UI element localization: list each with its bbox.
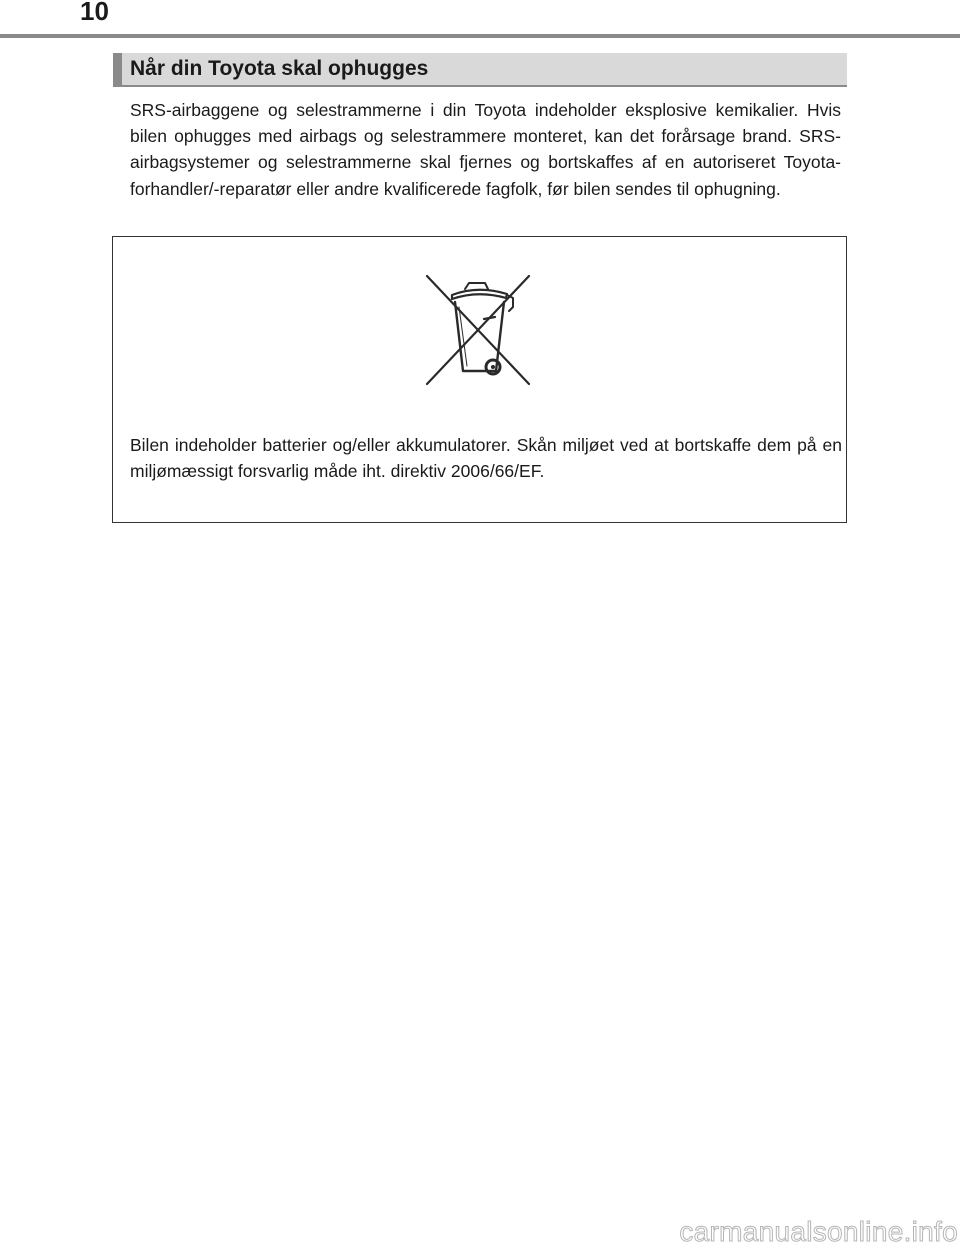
watermark-text: carmanualsonline.info bbox=[679, 1216, 958, 1247]
page-number: 10 bbox=[80, 0, 109, 26]
crossed-out-wheelie-bin-icon bbox=[425, 274, 531, 386]
section-heading-bar bbox=[113, 53, 847, 87]
section-heading: Når din Toyota skal ophugges bbox=[130, 57, 429, 80]
section-body-text: SRS-airbaggene og selestrammerne i din Toyota indeholder eksplosive kemikalier. Hvis bilen ophugges med airbags og selestrammere monteret, kan det forårsage brand. SRS-airbagsystemer og selestrammerne skal fjernes og bortskaffes af en autoriseret Toyota-forhandler/-reparatør eller andre kvalificerede fagfolk, før bilen sendes til ophugning. bbox=[130, 100, 841, 199]
battery-notice-text: Bilen indeholder batterier og/eller akkumulatorer. Skån miljøet ved at bortskaffe dem på en miljømæssigt forsvarlig måde iht. direktiv 2006/66/EF. bbox=[130, 435, 842, 482]
header-rule bbox=[0, 34, 960, 38]
battery-notice-box bbox=[112, 236, 847, 523]
